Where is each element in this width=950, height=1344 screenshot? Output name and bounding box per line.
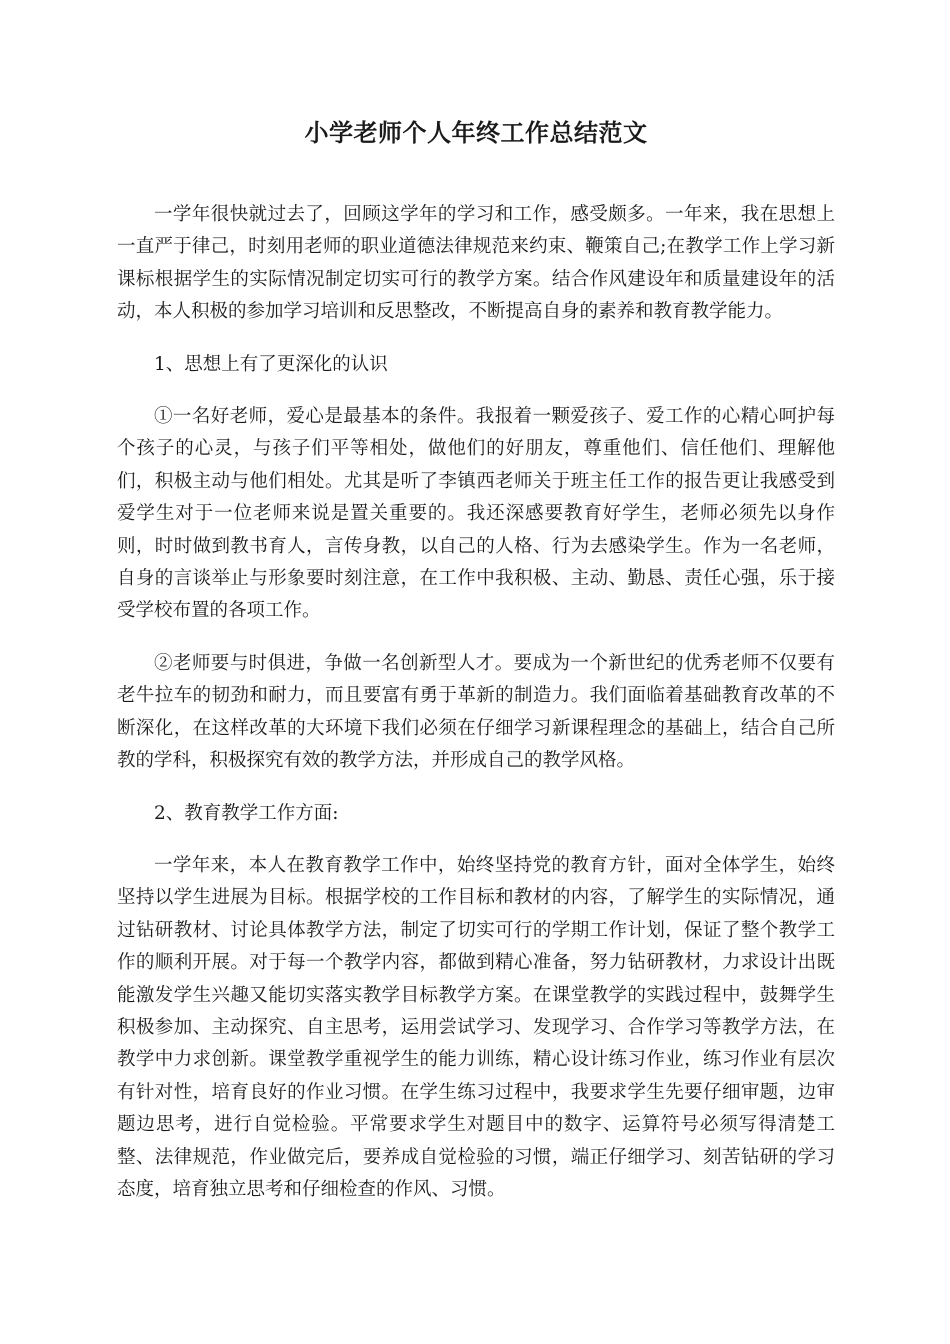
section-1-item-1: ①一名好老师，爱心是最基本的条件。我报着一颗爱孩子、爱工作的心精心呵护每个孩子的心灵，与孩子们平等相处，做他们的好朋友，尊重他们、信任他们、理解他们，积极主动与他们相处。尤其是听了李镇西老师关于班主任工作的报告更让我感受到爱学生对于一位老师来说是置关重要的。我还深感要教育好学生，老师必须先以身作则，时时做到教书育人，言传身教，以自己的人格、行为去感染学生。作为一名老师，自身的言谈举止与形象要时刻注意，在工作中我积极、主动、勤恳、责任心强，乐于接受学校布置的各项工作。	[117, 406, 835, 622]
intro-paragraph: 一学年很快就过去了，回顾这学年的学习和工作，感受颇多。一年来，我在思想上一直严于律己，时刻用老师的职业道德法律规范来约束、鞭策自己;在教学工作上学习新课标根据学生的实际情况制定切实可行的教学方案。结合作风建设年和质量建设年的活动，本人积极的参加学习培训和反思整改，不断提高自身的素养和教育教学能力。	[117, 204, 835, 323]
document-title: 小学老师个人年终工作总结范文	[304, 118, 648, 147]
section-2-heading: 2、教育教学工作方面:	[154, 802, 339, 824]
section-1-item-2: ②老师要与时俱进，争做一名创新型人才。要成为一个新世纪的优秀老师不仅要有老牛拉车的韧劲和耐力，而且要富有勇于革新的制造力。我们面临着基础教育改革的不断深化，在这样改革的大环境下我们必须在仔细学习新课程理念的基础上，结合自己所教的学科，积极探究有效的教学方法，并形成自己的教学风格。	[117, 652, 835, 772]
section-1-heading: 1、思想上有了更深化的认识	[154, 353, 388, 375]
section-2-body: 一学年来，本人在教育教学工作中，始终坚持党的教育方针，面对全体学生，始终坚持以学生进展为目标。根据学校的工作目标和教材的内容，了解学生的实际情况，通过钻研教材、讨论具体教学方法，制定了切实可行的学期工作计划，保证了整个教学工作的顺利开展。对于每一个教学内容，都做到精心准备，努力钻研教材，力求设计出既能激发学生兴趣又能切实落实教学目标教学方案。在课堂教学的实践过程中，鼓舞学生积极参加、主动探究、自主思考，运用尝试学习、发现学习、合作学习等教学方法，在教学中力求创新。课堂教学重视学生的能力训练，精心设计练习作业，练习作业有层次有针对性，培育良好的作业习惯。在学生练习过程中，我要求学生先要仔细审题，边审题边思考，进行自觉检验。平常要求学生对题目中的数字、运算符号必须写得清楚工整、法律规范，作业做完后，要养成自觉检验的习惯，端正仔细学习、刻苦钻研的学习态度，培育独立思考和仔细检查的作风、习惯。	[117, 854, 835, 1200]
document-page	[117, 113, 835, 1226]
